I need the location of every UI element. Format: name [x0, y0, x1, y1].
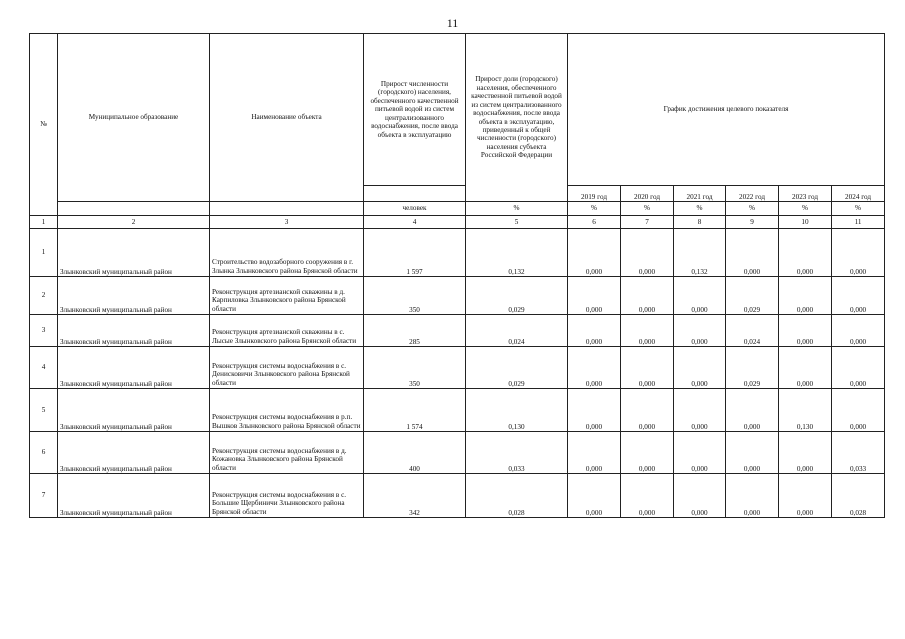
row-year-value: 0,000	[674, 389, 726, 432]
row-year-value: 0,130	[779, 389, 832, 432]
row-municipality: Злынковский муниципальный район	[58, 229, 210, 277]
header-year: 2020 год	[621, 186, 674, 202]
header-year: 2024 год	[832, 186, 885, 202]
row-year-value: 0,000	[621, 389, 674, 432]
row-year-value: 0,000	[568, 474, 621, 518]
row-number: 5	[30, 389, 58, 432]
unit-pct: %	[832, 202, 885, 216]
row-year-value: 0,000	[568, 347, 621, 389]
row-year-value: 0,000	[726, 474, 779, 518]
row-object-name: Строительство водозаборного сооружения в г. Злынка Злынковского района Брянской области	[210, 229, 364, 277]
row-object-name: Реконструкция системы водоснабжения в р.п. Вышков Злынковского района Брянской области	[210, 389, 364, 432]
row-pop-growth: 1 574	[364, 389, 466, 432]
column-number: 11	[832, 216, 885, 229]
column-number: 4	[364, 216, 466, 229]
column-numbers-row	[30, 216, 885, 229]
column-number: 10	[779, 216, 832, 229]
unit-pct: %	[779, 202, 832, 216]
units-row	[30, 202, 885, 216]
row-share-growth: 0,029	[466, 347, 568, 389]
row-year-value: 0,000	[674, 432, 726, 474]
row-pop-growth: 350	[364, 347, 466, 389]
row-year-value: 0,028	[832, 474, 885, 518]
row-year-value: 0,000	[621, 474, 674, 518]
row-year-value: 0,000	[779, 277, 832, 315]
unit-pct: %	[568, 202, 621, 216]
row-number: 6	[30, 432, 58, 474]
column-number: 5	[466, 216, 568, 229]
row-municipality: Злынковский муниципальный район	[58, 389, 210, 432]
header-year: 2019 год	[568, 186, 621, 202]
row-year-value: 0,000	[621, 229, 674, 277]
row-municipality: Злынковский муниципальный район	[58, 347, 210, 389]
unit-pct: %	[726, 202, 779, 216]
row-year-value: 0,000	[568, 432, 621, 474]
table-row	[30, 474, 885, 518]
row-year-value: 0,000	[674, 474, 726, 518]
row-share-growth: 0,130	[466, 389, 568, 432]
row-year-value: 0,000	[726, 432, 779, 474]
row-year-value: 0,000	[674, 277, 726, 315]
column-number: 2	[58, 216, 210, 229]
row-share-growth: 0,033	[466, 432, 568, 474]
table-row	[30, 277, 885, 315]
row-object-name: Реконструкция системы водоснабжения в с. Денисковичи Злынковского района Брянской области	[210, 347, 364, 389]
row-year-value: 0,000	[621, 315, 674, 347]
row-share-growth: 0,029	[466, 277, 568, 315]
column-number: 8	[674, 216, 726, 229]
row-year-value: 0,000	[621, 347, 674, 389]
row-year-value: 0,033	[832, 432, 885, 474]
row-year-value: 0,000	[779, 474, 832, 518]
row-year-value: 0,000	[726, 229, 779, 277]
row-year-value: 0,000	[674, 315, 726, 347]
column-number: 6	[568, 216, 621, 229]
unit-pop: человек	[364, 202, 466, 216]
row-year-value: 0,000	[832, 389, 885, 432]
row-share-growth: 0,024	[466, 315, 568, 347]
row-year-value: 0,000	[832, 347, 885, 389]
row-object-name: Реконструкция артезианской скважины в с. Лысые Злынковского района Брянской области	[210, 315, 364, 347]
row-year-value: 0,000	[621, 432, 674, 474]
column-number: 3	[210, 216, 364, 229]
row-object-name: Реконструкция системы водоснабжения в с. Большие Щербиничи Злынковского района Брянской области	[210, 474, 364, 518]
table-row	[30, 389, 885, 432]
header-year: 2022 год	[726, 186, 779, 202]
row-municipality: Злынковский муниципальный район	[58, 315, 210, 347]
units-blank	[210, 202, 364, 216]
header-municipality: Муниципальное образование	[58, 34, 210, 202]
row-year-value: 0,000	[726, 389, 779, 432]
header-year: 2021 год	[674, 186, 726, 202]
column-number: 7	[621, 216, 674, 229]
row-number: 1	[30, 229, 58, 277]
unit-pct: %	[621, 202, 674, 216]
row-year-value: 0,029	[726, 347, 779, 389]
row-number: 3	[30, 315, 58, 347]
row-year-value: 0,000	[568, 277, 621, 315]
row-year-value: 0,000	[779, 229, 832, 277]
row-pop-growth: 342	[364, 474, 466, 518]
table-row	[30, 315, 885, 347]
row-year-value: 0,000	[568, 389, 621, 432]
page-number: 11	[446, 16, 459, 30]
unit-pct: %	[466, 202, 568, 216]
row-pop-growth: 1 597	[364, 229, 466, 277]
table-row	[30, 347, 885, 389]
header-year: 2023 год	[779, 186, 832, 202]
row-pop-growth: 400	[364, 432, 466, 474]
row-year-value: 0,132	[674, 229, 726, 277]
target-schedule-table	[29, 33, 885, 518]
row-pop-growth: 350	[364, 277, 466, 315]
header-object: Наименование объекта	[210, 34, 364, 202]
row-municipality: Злынковский муниципальный район	[58, 432, 210, 474]
row-year-value: 0,000	[832, 315, 885, 347]
row-number: 4	[30, 347, 58, 389]
header-pop-growth: Прирост численности (городского) населения, обеспеченного качественной питьевой водой из систем централизованного водоснабжения, после ввода объекта в эксплуатацию	[364, 34, 466, 186]
row-year-value: 0,000	[674, 347, 726, 389]
row-number: 7	[30, 474, 58, 518]
column-number: 1	[30, 216, 58, 229]
row-year-value: 0,000	[779, 315, 832, 347]
row-municipality: Злынковский муниципальный район	[58, 277, 210, 315]
table-row	[30, 432, 885, 474]
unit-pct: %	[674, 202, 726, 216]
row-year-value: 0,000	[832, 277, 885, 315]
units-blank	[58, 202, 210, 216]
row-municipality: Злынковский муниципальный район	[58, 474, 210, 518]
row-share-growth: 0,028	[466, 474, 568, 518]
row-year-value: 0,000	[779, 347, 832, 389]
row-object-name: Реконструкция системы водоснабжения в д. Кожановка Злынковского района Брянской области	[210, 432, 364, 474]
row-share-growth: 0,132	[466, 229, 568, 277]
row-year-value: 0,029	[726, 277, 779, 315]
row-number: 2	[30, 277, 58, 315]
header-no: №	[30, 34, 58, 216]
header-share-growth: Прирост доли (городского) населения, обеспеченного качественной питьевой водой из систем централизованного водоснабжения, после ввода объекта в эксплуатацию, приведенный к общей численности (городского) населения субъекта Российской Федерации	[466, 34, 568, 202]
row-year-value: 0,000	[568, 315, 621, 347]
row-object-name: Реконструкция артезианской скважины в д. Карпиловка Злынковского района Брянской области	[210, 277, 364, 315]
header-row	[30, 34, 885, 186]
column-number: 9	[726, 216, 779, 229]
row-year-value: 0,024	[726, 315, 779, 347]
row-year-value: 0,000	[621, 277, 674, 315]
header-schedule: График достижения целевого показателя	[568, 34, 885, 186]
row-year-value: 0,000	[568, 229, 621, 277]
header-pop-growth-spacer	[364, 186, 466, 202]
row-year-value: 0,000	[779, 432, 832, 474]
row-pop-growth: 285	[364, 315, 466, 347]
row-year-value: 0,000	[832, 229, 885, 277]
table-row	[30, 229, 885, 277]
